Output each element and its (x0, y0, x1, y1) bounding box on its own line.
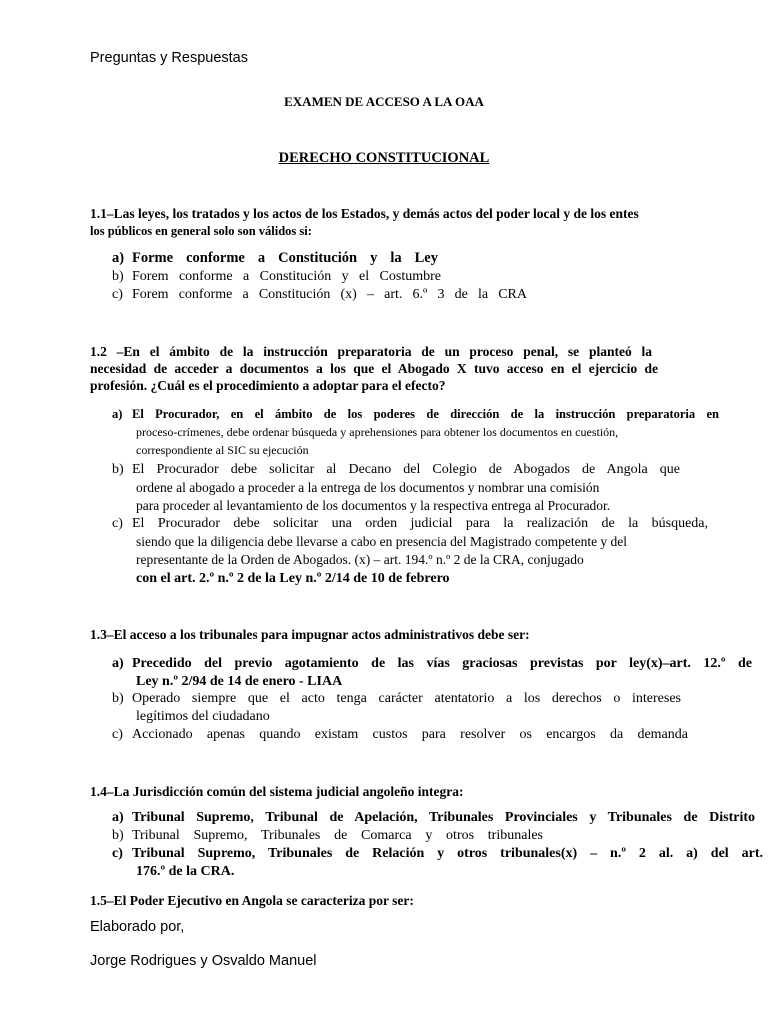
option-text: Accionado apenas quando existam custos para resolver os encargos da demanda (132, 727, 688, 742)
question-1-4-line1: 1.4–La Jurisdicción común del sistema judicial angoleño integra: (90, 784, 464, 799)
option-1-2-c-line1 (112, 515, 708, 533)
option-marker: c) (112, 846, 123, 861)
option-text: Operado siempre que el acto tenga carácter atentatorio a los derechos o intereses (132, 691, 681, 706)
option-marker: c) (112, 516, 123, 531)
question-1-1-line1: 1.1–Las leyes, los tratados y los actos de los Estados, y demás actos del poder local y de los entes (90, 206, 639, 221)
question-1-2-line3: profesión. ¿Cuál es el procedimiento a adoptar para el efecto? (90, 378, 446, 393)
option-marker: c) (112, 727, 123, 742)
option-marker: b) (112, 269, 124, 284)
option-1-2-c-line4: con el art. 2.º n.º 2 de la Ley n.º 2/14 de 10 de febrero (136, 571, 450, 586)
question-1-1-line2: los públicos en general solo son válidos si: (90, 224, 312, 238)
option-marker: b) (112, 691, 124, 706)
question-1-5-line1: 1.5–El Poder Ejecutivo en Angola se caracteriza por ser: (90, 893, 414, 908)
option-1-2-a-line3: correspondiente al SIC su ejecución (136, 443, 309, 457)
question-1-2-line1: 1.2 –En el ámbito de la instrucción preparatoria de un proceso penal, se planteó la (90, 344, 652, 359)
option-text: El Procurador, en el ámbito de los poderes de dirección de la instrucción preparatoria en (132, 407, 719, 421)
option-marker: c) (112, 287, 123, 302)
exam-title: EXAMEN DE ACCESO A LA OAA (284, 94, 484, 109)
option-1-3-a-line2: Ley n.º 2/94 de 14 de enero - LIAA (136, 674, 343, 689)
question-1-3-line1: 1.3–El acceso a los tribunales para impugnar actos administrativos debe ser: (90, 627, 530, 642)
option-text: Precedido del previo agotamiento de las vías graciosas previstas por ley(x)–art. 12.º de (132, 656, 752, 671)
option-text: Tribunal Supremo, Tribunales de Comarca y otros tribunales (132, 828, 543, 843)
option-1-2-a-line2: proceso-crímenes, debe ordenar búsqueda y aprehensiones para obtener los documentos en cuestión, (136, 425, 619, 439)
option-text: Forem conforme a Constitución (x) – art. 6.º 3 de la CRA (132, 287, 527, 302)
option-marker: a) (112, 250, 125, 266)
option-1-1-c (112, 286, 527, 304)
subject-title: DERECHO CONSTITUCIONAL (278, 150, 490, 166)
option-marker: a) (112, 407, 123, 421)
option-1-4-a (112, 809, 755, 827)
option-text: Tribunal Supremo, Tribunales de Relación y otros tribunales(x) – n.º 2 al. a) del art. (132, 846, 763, 861)
option-1-3-a-line1 (112, 655, 752, 673)
option-text: Forme conforme a Constitución y la Ley (132, 250, 438, 266)
option-1-2-c-line2: siendo que la diligencia debe llevarse a cabo en presencia del Magistrado competente y del (136, 534, 628, 549)
option-text: Forem conforme a Constitución y el Costumbre (132, 269, 441, 284)
page-header: Preguntas y Respuestas (90, 50, 248, 66)
option-1-2-b-line1 (112, 461, 680, 479)
option-1-3-b-line2: legítimos del ciudadano (136, 709, 270, 724)
option-1-3-c (112, 726, 688, 744)
option-1-4-b (112, 827, 543, 845)
prepared-by: Elaborado por, (90, 919, 185, 935)
option-text: El Procurador debe solicitar al Decano del Colegio de Abogados de Angola que (132, 462, 680, 477)
question-1-2-line2: necesidad de acceder a documentos a los que el Abogado X tuvo acceso en el ejercicio de (90, 361, 658, 376)
option-marker: a) (112, 810, 124, 825)
option-1-4-c-line1 (112, 845, 763, 863)
option-1-4-c-line2: 176.º de la CRA. (136, 864, 235, 879)
option-1-2-b-line2: ordene al abogado a proceder a la entrega de los documentos y nombrar una comisión (136, 480, 600, 495)
option-1-2-c-line3: representante de la Orden de Abogados. (x) – art. 194.º n.º 2 de la CRA, conjugado (136, 552, 584, 567)
option-1-3-b-line1 (112, 690, 681, 708)
option-text: Tribunal Supremo, Tribunal de Apelación, Tribunales Provinciales y Tribunales de Distrito (132, 810, 755, 825)
authors: Jorge Rodrigues y Osvaldo Manuel (90, 953, 317, 969)
option-marker: b) (112, 462, 124, 477)
option-1-2-a-line1 (112, 406, 719, 424)
option-1-1-a (112, 250, 438, 268)
option-1-1-b (112, 268, 441, 286)
option-text: El Procurador debe solicitar una orden judicial para la realización de la búsqueda, (132, 516, 708, 531)
option-marker: a) (112, 656, 124, 671)
option-1-2-b-line3: para proceder al levantamiento de los documentos y la respectiva entrega al Procurador. (136, 498, 611, 513)
option-marker: b) (112, 828, 124, 843)
